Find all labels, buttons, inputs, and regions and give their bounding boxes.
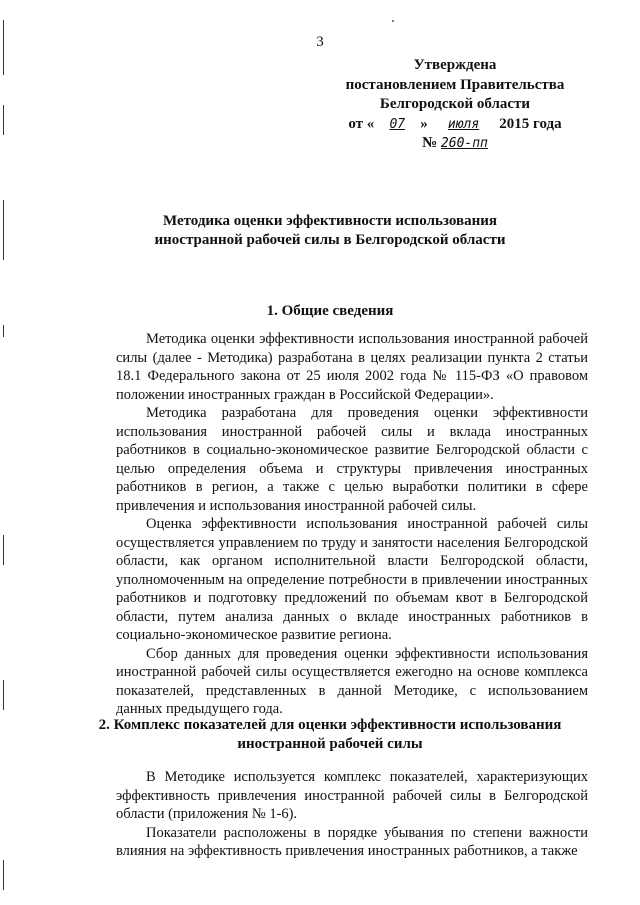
number-prefix: № <box>422 135 438 151</box>
approval-stamp-block <box>330 56 580 154</box>
document-title <box>100 212 560 250</box>
date-year: 2015 года <box>499 115 562 132</box>
title-line-2: иностранной рабочей силы в Белгородской области <box>154 232 506 248</box>
scan-edge-mark <box>3 680 4 710</box>
date-day: 07 <box>389 116 406 132</box>
scan-dot <box>392 20 394 22</box>
title-line-1: Методика оценки эффективности использования <box>162 213 497 229</box>
section-2-heading <box>70 716 590 754</box>
approval-line-approved: Утверждена <box>413 57 497 73</box>
date-prefix: от « <box>348 115 375 132</box>
approval-number-line <box>330 134 580 154</box>
approval-date-line <box>330 115 580 135</box>
scan-edge-mark <box>3 105 4 135</box>
paragraph: Оценка эффективности использования иностранной рабочей силы осуществляется управлением по труду и занятости населения Белгородской области, как органом исполнительной власти Белгородской области, уполномоченным на определение потребности в привлечении иностранных работников и подготовку предложений по объемам квот в Белгородской области, путем анализа данных о вкладе иностранных работников в социально-экономическое развитие региона. <box>116 516 588 643</box>
section-1-body <box>116 330 588 719</box>
paragraph: Методика разработана для проведения оценки эффективности использования иностранной рабочей силы и вклада иностранных работников в социально-экономическое развитие Белгородской области с целью определения объема и структуры привлечения иностранных работников в регион, а также с целью выработки политики в сфере привлечения и использования иностранной рабочей силы. <box>116 405 588 514</box>
scan-edge-mark <box>3 535 4 565</box>
scan-edge-mark <box>3 200 4 260</box>
approval-line-region: Белгородской области <box>379 96 531 112</box>
date-mid: » <box>420 115 428 132</box>
section-1-heading: 1. Общие сведения <box>266 303 394 319</box>
page-number: 3 <box>316 34 324 50</box>
scan-edge-mark <box>3 325 4 337</box>
resolution-number: 260-пп <box>440 136 488 151</box>
section-2-heading-line-1: 2. Комплекс показателей для оценки эффективности использования <box>98 717 562 733</box>
date-month: июля <box>447 116 480 132</box>
paragraph: Показатели расположены в порядке убывания по степени важности влияния на эффективность привлечения иностранных работников, а также <box>116 824 588 859</box>
paragraph: В Методике используется комплекс показателей, характеризующих эффективность привлечения иностранной рабочей силы в Белгородской области (приложения № 1-6). <box>116 769 588 822</box>
approval-line-resolution: постановлением Правительства <box>345 76 565 93</box>
paragraph: Методика оценки эффективности использования иностранной рабочей силы (далее - Методика) разработана в целях реализации пункта 2 статьи 18.1 Федерального закона от 25 июля 2002 года № 115-ФЗ «О правовом положении иностранных граждан в Российской Федерации». <box>116 331 588 403</box>
section-2-heading-line-2: иностранной рабочей силы <box>237 736 423 752</box>
paragraph: Сбор данных для проведения оценки эффективности использования иностранной рабочей силы осуществляется ежегодно на основе комплекса показателей, представленных в данной Методике, с использованием данных предыдущего года. <box>116 645 588 717</box>
section-2-body <box>116 768 588 861</box>
scan-edge-mark <box>3 860 4 890</box>
